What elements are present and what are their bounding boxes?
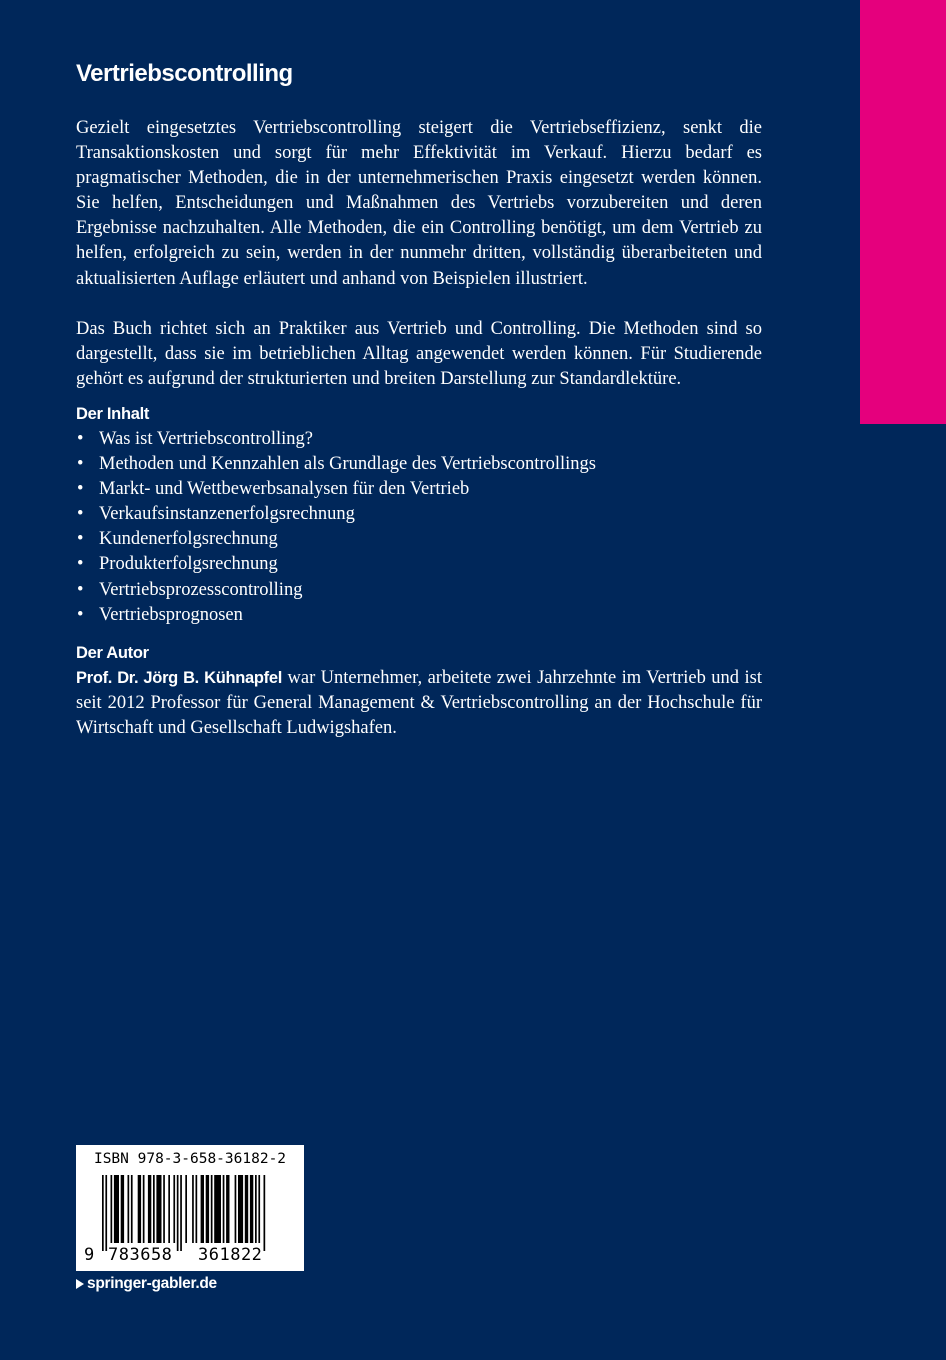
barcode-bar [258,1175,260,1243]
barcode-bar [211,1175,213,1243]
barcode-bar [148,1175,151,1243]
accent-tab [860,0,946,424]
back-cover-text [76,116,762,741]
barcode-bar [114,1175,119,1243]
barcode-bar [201,1175,204,1243]
author-name: Prof. Dr. Jörg B. Kühnapfel [76,668,283,687]
description-paragraph-1: Gezielt eingesetztes Vertriebscontrolling steigert die Vertriebseffizienz, senkt die Transaktionskosten und sorgt für mehr Effektivität im Verkauf. Hierzu bedarf es pragmatischer Methoden, die in der unternehmerischen Praxis eingesetzt werden können. Sie helfen, Entscheidungen und Maßnahmen des Vertriebs vorzubereiten und deren Ergebnisse nachzuhalten. Alle Methoden, die ein Controlling benötigt, um dem Vertrieb zu helfen, erfolgreich zu sein, werden in der nunmehr dritten, vollständig überarbeiteten und aktualisierten Auflage erläutert und anhand von Beispielen illustriert. [76,118,762,289]
barcode-bar [163,1175,165,1243]
barcode-bar [214,1175,221,1243]
barcode-bar [111,1175,113,1243]
barcode-bar [168,1175,170,1243]
description-paragraph-2: Das Buch richtet sich an Praktiker aus Vertrieb und Controlling. Die Methoden sind so dargestellt, dass sie im betrieblichen Alltag angewendet werden können. Für Studierende gehört es aufgrund der strukturierten und breiten Darstellung zur Standardlektüre. [76,318,762,389]
barcode-bar [121,1175,124,1243]
barcode-bar [128,1175,130,1243]
barcode-bar [250,1175,253,1243]
barcode-bar [143,1175,145,1243]
author-bio-text: war Unternehmer, arbeitete zwei Jahrzehnte im Vertrieb und ist seit 2012 Professor für General Management & Vertriebscontrolling an der Hochschule für Wirtschaft und Gesellschaft Ludwigshafen. [76,667,762,738]
list-item: • Vertriebsprozesscontrolling [76,578,762,603]
barcode-bar [245,1175,248,1243]
barcode-bar [102,1175,104,1251]
barcode-bar [153,1175,155,1243]
barcode-bar [255,1175,257,1243]
author-bio [76,666,762,741]
list-item: • Was ist Vertriebscontrolling? [76,427,762,452]
barcode-digit-group-1: 783658 [108,1245,173,1265]
contents-heading: Der Inhalt [76,404,150,423]
barcode-digit-group-2: 361822 [198,1245,263,1265]
list-item: • Kundenerfolgsrechnung [76,527,762,552]
barcode-bar [177,1175,179,1251]
barcode-bar [131,1175,133,1243]
book-title: Vertriebscontrolling [76,60,293,87]
barcode-bar [173,1175,175,1243]
list-item: • Produkterfolgsrechnung [76,552,762,577]
barcode-bar [192,1175,194,1243]
barcode-bar [156,1175,161,1243]
list-item: • Methoden und Kennzahlen als Grundlage des Vertriebscontrollings [76,452,762,477]
barcode-bar [206,1175,209,1243]
barcode-bar [180,1175,182,1251]
list-item: • Verkaufsinstanzenerfolgsrechnung [76,502,762,527]
barcode-bar [226,1175,229,1243]
publisher-link[interactable] [76,1275,217,1293]
list-item: • Vertriebsprognosen [76,603,762,628]
barcode-bar [235,1175,237,1243]
contents-list [76,427,762,628]
author-heading: Der Autor [76,643,149,662]
publisher-url: springer-gabler.de [87,1275,217,1292]
arrow-right-icon [76,1279,84,1289]
list-item: • Markt- und Wettbewerbsanalysen für den Vertrieb [76,477,762,502]
barcode-bar [238,1175,243,1243]
isbn-label: ISBN 978-3-658-36182-2 [93,1151,287,1167]
barcode-bar [196,1175,198,1243]
barcode-bar [105,1175,107,1251]
barcode-bar [185,1175,187,1243]
barcode-bar [223,1175,225,1243]
barcode-bar [264,1175,266,1251]
barcode-bar [138,1175,141,1243]
isbn-barcode [76,1145,304,1271]
barcode-digit-lead: 9 [84,1245,95,1265]
